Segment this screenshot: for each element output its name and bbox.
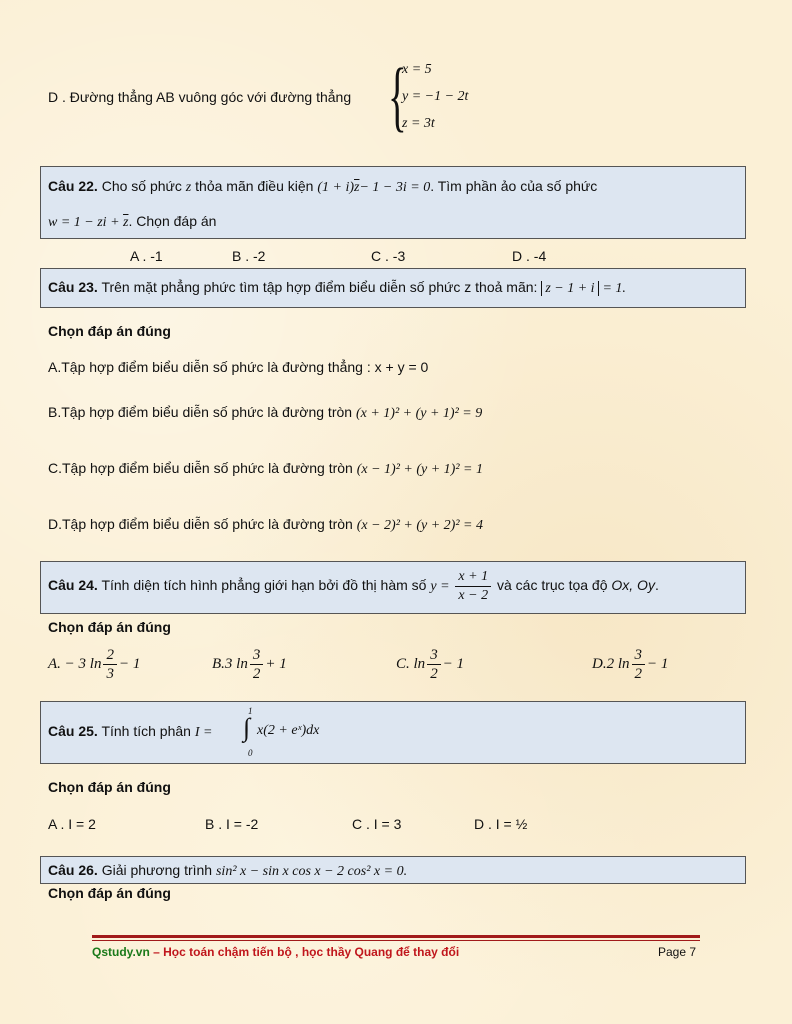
q26-text: Giải phương trình	[101, 862, 213, 878]
q25-option-b[interactable]: B . I = -2	[205, 816, 259, 832]
footer-slogan: – Học toán chậm tiến bộ , học thầy Quang để thay đổi	[149, 945, 460, 959]
q25-option-a[interactable]: A . I = 2	[48, 816, 96, 832]
system-eq-1: x = 5	[402, 62, 432, 77]
q22-text-2: thỏa mãn điều kiện	[195, 178, 314, 194]
q22-text-1: Cho số phức	[101, 178, 182, 194]
q22-text-3: . Tìm phần ảo của số phức	[430, 178, 598, 194]
q22-option-c[interactable]: C . -3	[371, 248, 406, 264]
footer-site-link[interactable]: Qstudy.vn	[92, 945, 150, 959]
q22-condition: $(1 + i)\overline{z}- 1 - 3i = 0$	[317, 180, 431, 195]
q21-option-d: D . Đường thẳng AB vuông góc với đường thẳng	[48, 89, 352, 105]
q25-integral-sign: ∫	[243, 713, 251, 742]
q25-text: Tính tích phân	[101, 723, 191, 739]
question-26-box	[40, 856, 746, 884]
q26-equation: sin² x − sin x cos x − 2 cos² x = 0.	[215, 864, 408, 879]
footer-rule-top	[92, 935, 700, 938]
q23-rhs: = 1.	[602, 281, 626, 296]
q25-option-d[interactable]: D . I = ½	[474, 816, 528, 832]
q24-option-c[interactable]: C. ln $\frac{3}{2}$ − 1	[396, 647, 465, 682]
q22-option-b[interactable]: B . -2	[232, 248, 266, 264]
system-brace: {	[388, 52, 407, 139]
q25-option-c[interactable]: C . I = 3	[352, 816, 402, 832]
question-24-box: Câu 24. Tính diện tích hình phẳng giới hạn bởi đồ thị hàm số y = $\frac{x + 1}{x - 2}$ và các trục tọa độ Ox, Oy.	[40, 561, 746, 614]
q26-choose-heading: Chọn đáp án đúng	[48, 885, 171, 901]
q24-fraction: $\frac{x + 1}{x - 2}$	[455, 568, 491, 605]
question-25-box	[40, 701, 746, 764]
question-26-label: Câu 26.	[48, 862, 98, 878]
q22-tail: . Chọn đáp án	[128, 213, 217, 229]
q24-option-a[interactable]: A. − 3 ln $\frac{2}{3}$ − 1	[48, 647, 141, 682]
q23-option-a[interactable]: A.Tập hợp điểm biểu diễn số phức là đường thẳng : x + y = 0	[48, 359, 429, 375]
question-23-label: Câu 23.	[48, 279, 98, 295]
q24-option-d[interactable]: D.2 ln $\frac{3}{2}$ − 1	[592, 647, 669, 682]
page-number: Page 7	[658, 945, 697, 959]
q23-option-c[interactable]: C.Tập hợp điểm biểu diễn số phức là đường tròn (x − 1)² + (y + 1)² = 1	[48, 460, 483, 477]
q24-option-b[interactable]: B.3 ln $\frac{3}{2}$ + 1	[212, 647, 287, 682]
q24-choose-heading: Chọn đáp án đúng	[48, 619, 171, 635]
q22-var-z: z	[185, 180, 192, 195]
footer-text	[92, 945, 459, 959]
system-eq-3: z = 3t	[402, 116, 435, 131]
q24-axes: Ox, Oy	[611, 577, 655, 594]
question-23-box	[40, 268, 746, 308]
q25-integrand: x(2 + eˣ)dx	[257, 723, 320, 738]
question-22-label: Câu 22.	[48, 178, 98, 194]
q24-text: Tính diện tích hình phẳng giới hạn bởi đồ thị hàm số	[101, 577, 427, 594]
question-22-box	[40, 166, 746, 239]
q23-choose-heading: Chọn đáp án đúng	[48, 323, 171, 339]
q25-choose-heading: Chọn đáp án đúng	[48, 779, 171, 795]
footer-rule-bottom	[92, 940, 700, 941]
question-25-label: Câu 25.	[48, 723, 98, 739]
q24-y: y =	[430, 579, 450, 595]
q25-lhs: I =	[194, 725, 213, 740]
q25-upper-limit: 1	[248, 706, 253, 716]
question-24-label: Câu 24.	[48, 577, 98, 594]
q22-option-d[interactable]: D . -4	[512, 248, 547, 264]
system-eq-2: y = −1 − 2t	[402, 89, 469, 104]
q22-option-a[interactable]: A . -1	[130, 248, 163, 264]
q25-lower-limit: 0	[248, 748, 253, 758]
q22-w-expr: w = 1 − zi + $\overline{z}$	[48, 215, 129, 230]
q23-option-b[interactable]: B.Tập hợp điểm biểu diễn số phức là đường tròn (x + 1)² + (y + 1)² = 9	[48, 404, 483, 421]
q23-text: Trên mặt phẳng phức tìm tập hợp điểm biểu diễn số phức z thoả mãn:	[101, 279, 538, 295]
q23-option-d[interactable]: D.Tập hợp điểm biểu diễn số phức là đường tròn (x − 2)² + (y + 2)² = 4	[48, 516, 483, 533]
q23-modulus: z − 1 + i	[541, 281, 598, 296]
q24-tail-1: và các trục tọa độ	[496, 577, 608, 594]
